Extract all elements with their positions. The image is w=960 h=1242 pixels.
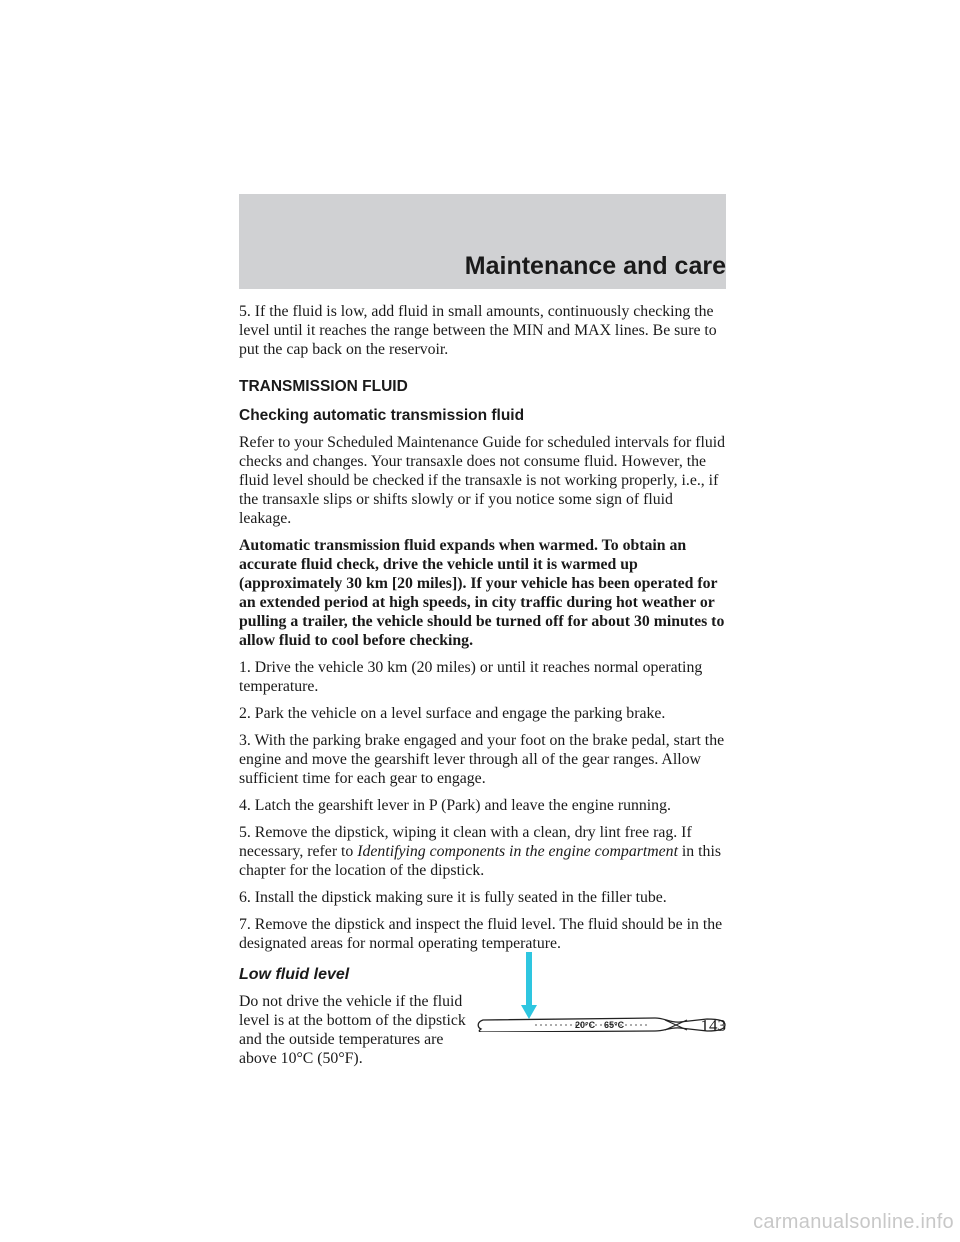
step-3: 3. With the parking brake engaged and your foot on the brake pedal, start the engine and move the gearshift lever through all of the gear ranges. Allow sufficient time for each gear to engage. bbox=[239, 732, 725, 787]
page-content bbox=[239, 302, 726, 1068]
hot-temp-label: 65°C bbox=[604, 1020, 625, 1030]
low-level-arrow-icon bbox=[521, 952, 537, 1019]
step-1: 1. Drive the vehicle 30 km (20 miles) or until it reaches normal operating temperature. bbox=[239, 659, 703, 695]
page-header-title: Maintenance and care bbox=[464, 252, 726, 280]
cold-temp-label: 20°C bbox=[575, 1020, 596, 1030]
warning-paragraph: Automatic transmission fluid expands when warmed. To obtain an accurate fluid check, drive the vehicle until it is warmed up (approximately 30 km [20 miles]). If your vehicle has been operated for an extended period at high speeds, in city traffic during hot weather or pulling a trailer, the vehicle should be turned off for about 30 minutes to allow fluid to cool before checking. bbox=[239, 537, 725, 649]
step-7: 7. Remove the dipstick and inspect the fluid level. The fluid should be in the designated areas for normal operating temperature. bbox=[239, 916, 723, 952]
header-band bbox=[239, 194, 726, 289]
subsection-title: Checking automatic transmission fluid bbox=[239, 407, 525, 424]
step-5 bbox=[239, 823, 726, 880]
low-fluid-text: Do not drive the vehicle if the fluid level is at the bottom of the dipstick and the outside temperatures are above 10°C (50°F). bbox=[239, 993, 466, 1067]
low-fluid-section bbox=[239, 992, 726, 1068]
step-4: 4. Latch the gearshift lever in P (Park) and leave the engine running. bbox=[239, 797, 671, 814]
page-number: 143 bbox=[700, 1016, 726, 1035]
step-5-text-a: 5. Remove the dipstick, wiping it clean with a clean, dry lint free rag. If necessary, refer to bbox=[239, 824, 692, 860]
step-5-text-b: in this chapter for the location of the dipstick. bbox=[239, 843, 721, 879]
intro-step: 5. If the fluid is low, add fluid in small amounts, continuously checking the level until it reaches the range between the MIN and MAX lines. Be sure to put the cap back on the reservoir. bbox=[239, 303, 717, 358]
intro-paragraph: Refer to your Scheduled Maintenance Guide for scheduled intervals for fluid checks and changes. Your transaxle does not consume fluid. However, the fluid level should be checked if the transaxle is not working properly, i.e., if the transaxle slips or shifts slowly or if you notice some sign of fluid leakage. bbox=[239, 434, 726, 527]
section-title: TRANSMISSION FLUID bbox=[239, 378, 408, 395]
step-5-reference: Identifying components in the engine compartment bbox=[357, 843, 678, 860]
step-6: 6. Install the dipstick making sure it is fully seated in the filler tube. bbox=[239, 889, 667, 906]
low-fluid-title: Low fluid level bbox=[239, 966, 350, 983]
step-2: 2. Park the vehicle on a level surface and engage the parking brake. bbox=[239, 705, 666, 722]
watermark: carmanualsonline.info bbox=[753, 1211, 954, 1233]
